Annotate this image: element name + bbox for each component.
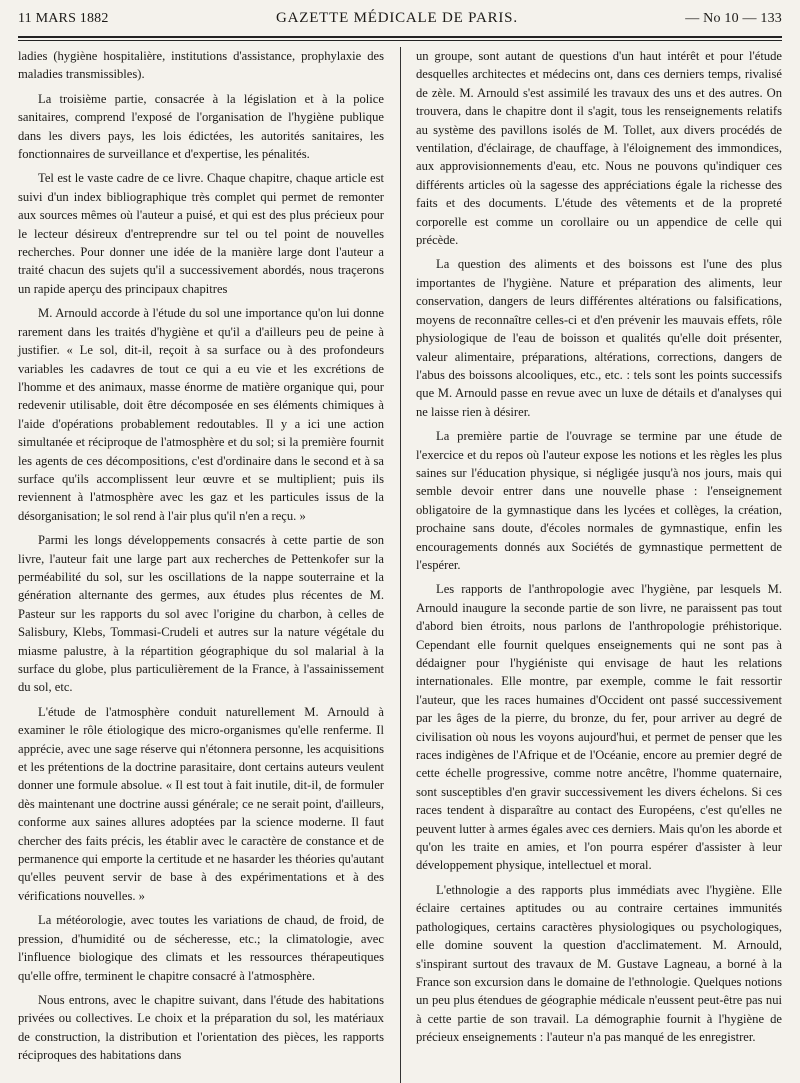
column-divider: [400, 47, 401, 1083]
paragraph: Les rapports de l'anthropologie avec l'hygiène, par lesquels M. Arnould inaugure la seconde partie de son livre, ne paraissent pas tout d'abord bien étroits, nous parlons de l'anthropologie préhistorique. Cependant elle fournit quelques enseignements qui ne sont pas à dédaigner pour l'hygiéniste qui envisage de haut les relations internationales. Elle montre, par exemple, comme le fait ressortir l'auteur, que les races humaines d'Occident ont passé successivement par les âges de la pierre, du bronze, du fer, pour arriver au degré de civilisation où nous les voyons aujourd'hui, et permet de penser que les races indigènes de l'Afrique et de l'Océanie, encore au premier degré de cette échelle progressive, comme notre ancêtre, l'homme quaternaire, sont susceptibles d'en gravir successivement les divers échelons. Si ces races tendent à disparaître au contact des Européens, c'est qu'elles ne peuvent lutter à armes égales avec ces derniers. Mais qu'on les aborde et qu'on les traite en amies, et l'on pourra espérer d'assister à leur développement physique, intellectuel et moral.: [416, 582, 782, 873]
paragraph: Parmi les longs développements consacrés à cette partie de son livre, l'auteur fait une large part aux recherches de Pettenkofer sur la perméabilité du sol, sur les oscillations de la nappe souterraine et la génération alternante des germes, aux études plus récentes de M. Pasteur sur les rapports du sol avec l'origine du charbon, à celles de Salisbury, Klebs, Tommasi-Crudeli et autres sur la nature végétale du miasme palustre, à la répartition géographique du sol malarial à la surface du globe, plus particulièrement de la France, à l'assainissement du sol, etc.: [18, 533, 384, 695]
header-rule: [18, 36, 782, 41]
paragraph: L'étude de l'atmosphère conduit naturellement M. Arnould à examiner le rôle étiologique des micro-organismes qu'elle renferme. Il apprécie, avec une sage réserve qui n'étonnera personne, les acquisitions et les prétentions de la doctrine parasitaire, dont certains auteurs veulent donner une formule absolue. « Il est tout à fait inutile, dit-il, de formuler dès maintenant une doctrine aussi générale; ce ne serait point, d'ailleurs, conforme aux saines allures adoptées par la science moderne. Il faut chercher des faits précis, les établir avec le caractère de constance et de permanence qui emporte la certitude et ne hasarder les théories qu'autant qu'elles peuvent servir de base à des expérimentations et à des vérifications nouvelles. »: [18, 704, 384, 903]
paragraph: La troisième partie, consacrée à la législation et à la police sanitaires, comprend l'exposé de l'organisation de l'hygiène publique dans les divers pays, les lois édictées, les autorités sanitaires, les fonctionnaires de surveillance et d'expertise, les pénalités.: [18, 91, 384, 162]
right-column: [412, 47, 782, 1083]
text-columns: [18, 47, 782, 1083]
paragraph: ladies (hygiène hospitalière, institutions d'assistance, prophylaxie des maladies transmissibles).: [18, 49, 384, 82]
header-issue: — No 10 — 133: [685, 11, 782, 26]
paragraph: M. Arnould accorde à l'étude du sol une importance qu'on lui donne rarement dans les traités d'hygiène et qu'il a d'ailleurs peu de peine à justifier. « Le sol, dit-il, reçoit à sa surface ou à des profondeurs variables les cadavres de tout ce qui a eu vie et les excrétions de l'homme et des animaux, masse énorme de matière organique qui, pour redevenir utilisable, doit être décomposée en ses éléments chimiques à l'aide d'opérations probablement redoutables. Il y a ici une action simultanée et réciproque de l'atmosphère et du sol; si la première fournit les agents de ces décompositions, c'est d'ordinaire dans le second et à sa surface qu'ils accomplissent leur œuvre et se multiplient; puis ils reviennent à l'atmosphère avec les gaz et les particules issus de la désorganisation; le sol rend à l'air plus qu'il n'en a reçu. »: [18, 306, 384, 523]
left-column: [18, 47, 388, 1083]
paragraph: un groupe, sont autant de questions d'un haut intérêt et pour l'étude desquelles architectes et médecins ont, dans ces derniers temps, rivalisé de zèle. M. Arnould s'est assimilé les travaux des uns et des autres. On trouvera, dans le chapitre dont il s'agit, tous les renseignements relatifs au système des pavillons isolés de M. Tollet, aux divers procédés de ventilation, d'éclairage, de chauffage, à l'éloignement des immondices, aux approvisionnements d'eau, etc. Nous ne pouvons qu'indiquer ces différents articles où la sagesse des appréciations égale la richesse des faits et des documents. L'étude des vêtements et de la propreté corporelle est comme un corollaire ou un appendice de celle qui précède.: [416, 49, 782, 248]
paragraph: Nous entrons, avec le chapitre suivant, dans l'étude des habitations privées ou collectives. Le choix et la préparation du sol, les matériaux de construction, la distribution et l'orientation des pièces, les rapports réciproques des habitations dans: [18, 992, 384, 1063]
page-header: [18, 10, 782, 34]
paragraph: Tel est le vaste cadre de ce livre. Chaque chapitre, chaque article est suivi d'un index bibliographique très complet qui permet de remonter aux sources mêmes où l'auteur a puisé, et qui est des plus précieux pour le lecteur désireux d'entreprendre sur tel ou tel point de nouvelles recherches. Pour donner une idée de la manière large dont l'auteur a traité chacun des sujets qu'il a successivement abordés, nous traçerons un rapide aperçu des principaux chapitres: [18, 171, 384, 296]
paragraph: La première partie de l'ouvrage se termine par une étude de l'exercice et du repos où l'auteur expose les notions et les règles les plus saines sur l'éducation physique, si négligée jusqu'à nos jours, mais qui semble devoir entrer dans une nouvelle phase : l'enseignement obligatoire de la gymnastique dans les lycées et collèges, la création, prochaine sans doute, d'écoles normales de gymnastique, enfin les encouragements donnés aux Sociétés de gymnastique permettent de l'espérer.: [416, 429, 782, 572]
paragraph: L'ethnologie a des rapports plus immédiats avec l'hygiène. Elle éclaire certaines aptitudes ou au contraire certaines immunités pathologiques, certains caractères physiologiques ou psychologiques, elle domine souvent la question d'acclimatement. M. Arnould, s'inspirant surtout des travaux de M. Gustave Lagneau, a borné à la France son excursion dans le domaine de l'ethnologie. Quelques notions un peu plus étendues de géographie médicale n'eussent peut-être pas nui à cette partie de son travail. La démographie fournit à l'hygiène de précieux enseignements : l'auteur n'a pas manqué de les enregistrer.: [416, 882, 782, 1045]
header-date: 11 MARS 1882: [18, 11, 109, 26]
header-title: GAZETTE MÉDICALE DE PARIS.: [275, 10, 518, 26]
paragraph: La question des aliments et des boissons est l'une des plus importantes de l'hygiène. Nature et préparation des aliments, leur conservation, dangers de leurs différentes altérations ou falsifications, moyens de reconnaître celles-ci et d'en prévenir les mauvais effets, rôle physiologique de l'eau de boisson et qualités qu'elle doit présenter, valeur alimentaire, préparations, altérations, corrections, dangers de l'abus des boissons alcooliques, etc., etc. : tels sont les points successifs que M. Arnould passe en revue avec un luxe de détails et d'analyses qui ne laisse rien à désirer.: [416, 257, 782, 419]
paragraph: La météorologie, avec toutes les variations de chaud, de froid, de pression, d'humidité ou de sécheresse, etc.; la climatologie, avec l'influence biologique des climats et les ressources thérapeutiques qu'elle offre, terminent le chapitre consacré à l'atmosphère.: [18, 913, 384, 983]
